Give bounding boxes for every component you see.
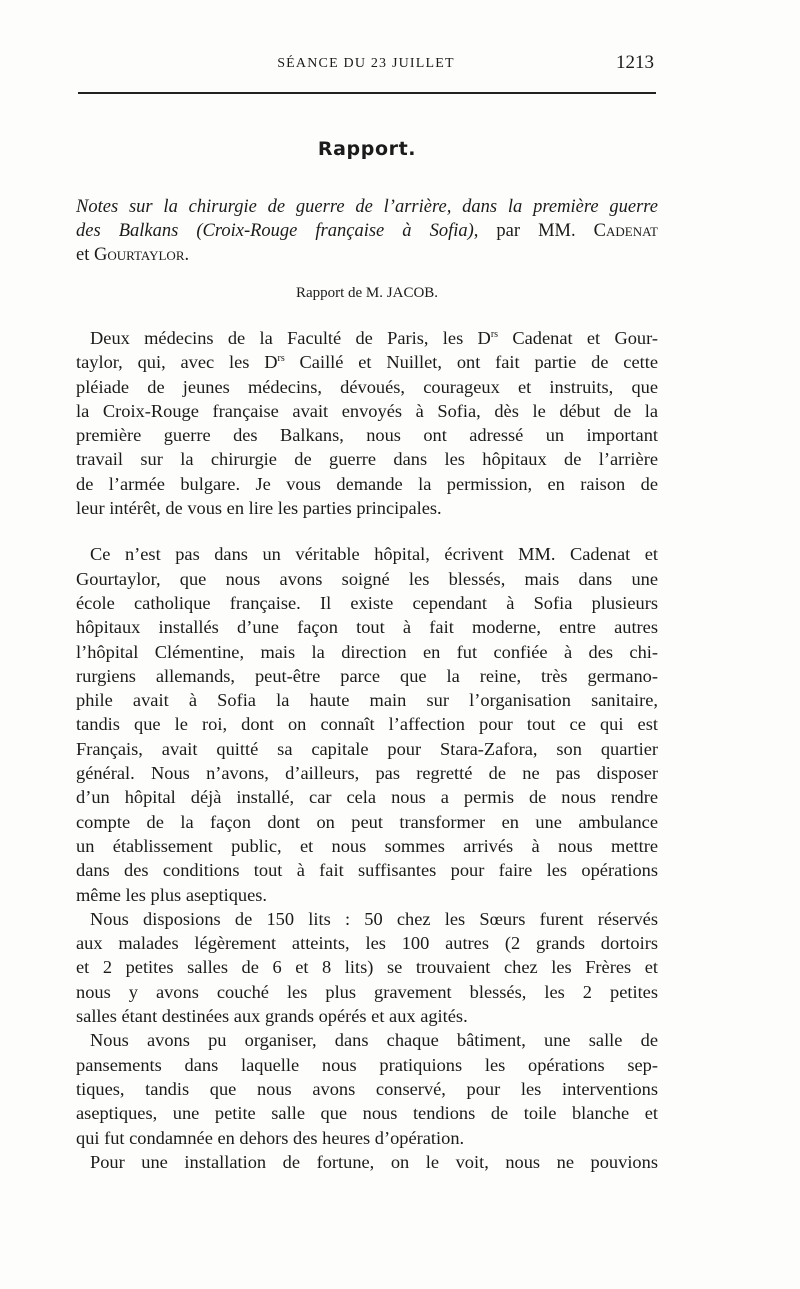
text-line: et 2 petites salles de 6 et 8 lits) se trouvaient chez les Frères et: [76, 957, 658, 978]
subtitle-line-2: [76, 219, 658, 243]
text-line: compte de la façon dont on peut transformer en une ambulance: [76, 811, 658, 832]
text-line: leur intérêt, de vous en lire les parties principales.: [76, 498, 442, 519]
text-line: la Croix-Rouge française avait envoyés à Sofia, dès le début de la: [76, 400, 658, 421]
text-line: première guerre des Balkans, nous ont adressé un important: [76, 425, 658, 446]
header-rule: [78, 92, 656, 94]
text-line: rurgiens allemands, peut-être parce que la reine, très germano-: [76, 665, 658, 686]
text-line: Ce n’est pas dans un véritable hôpital, écrivent MM. Cadenat et: [90, 544, 658, 565]
text-line: un établissement public, et nous sommes arrivés à nous mettre: [76, 835, 658, 856]
body-text: [76, 326, 658, 1174]
text-line: aseptiques, une petite salle que nous tendions de toile blanche et: [76, 1103, 658, 1124]
text-line: tandis que le roi, dont on connaît l’affection pour tout ce qui est: [76, 714, 658, 735]
running-header: [78, 52, 654, 76]
superscript: rs: [277, 353, 285, 365]
text-line: Nous avons pu organiser, dans chaque bâtiment, une salle de: [90, 1030, 658, 1051]
text-line: Gourtaylor, que nous avons soigné les blessés, mais dans une: [76, 568, 658, 589]
text-line: général. Nous n’avons, d’ailleurs, pas regretté de ne pas disposer: [76, 763, 658, 784]
text-span: taylor, qui, avec les D: [76, 352, 278, 373]
text-line: [76, 326, 658, 350]
text-line: Nous disposions de 150 lits : 50 chez les Sœurs furent réservés: [90, 908, 658, 929]
text-span: Caillé et Nuillet, ont fait partie de cette: [284, 352, 658, 373]
text-line: d’un hôpital déjà installé, car cela nous a permis de nous rendre: [76, 787, 658, 808]
text-line: école catholique française. Il existe cependant à Sofia plusieurs: [76, 592, 658, 613]
text-line: même les plus aseptiques.: [76, 884, 268, 905]
text-line: de l’armée bulgare. Je vous demande la permission, en raison de: [76, 473, 658, 494]
paragraph-gap: [76, 520, 658, 542]
text-line: [76, 350, 658, 374]
text-line: qui fut condamnée en dehors des heures d’opération.: [76, 1127, 465, 1148]
text-line: Pour une installation de fortune, on le voit, nous ne pouvions: [90, 1151, 658, 1172]
subtitle-line-3-pre: et: [76, 245, 94, 265]
text-line: travail sur la chirurgie de guerre dans les hôpitaux de l’arrière: [76, 449, 658, 470]
text-line: nous y avons couché les plus gravement blessés, les 2 petites: [76, 981, 658, 1002]
text-line: tiques, tandis que nous avons conservé, pour les interventions: [76, 1078, 658, 1099]
text-span: Cadenat et Gour-: [498, 328, 658, 348]
subtitle-line-1: [76, 195, 658, 219]
superscript: rs: [490, 329, 499, 340]
subtitle-line-3: [76, 243, 658, 267]
report-byline: Rapport de M. JACOB.: [295, 285, 439, 301]
page-number: 1213: [616, 52, 654, 73]
author-gourtaylor: Gourtaylor.: [93, 245, 190, 265]
subtitle-line-2-rest: , par MM.: [473, 221, 594, 241]
text-line: pléiade de jeunes médecins, dévoués, courageux et instruits, que: [76, 376, 658, 397]
text-line: dans des conditions tout à fait suffisantes pour faire les opérations: [76, 860, 658, 881]
text-line: Français, avait quitté sa capitale pour Stara-Zafora, son quartier: [76, 738, 658, 759]
text-line: hôpitaux installés d’une façon tout à fait moderne, entre autres: [76, 617, 658, 638]
subtitle-line-2-italic: des Balkans (Croix-Rouge française à Sofia): [76, 221, 474, 241]
running-title: SÉANCE DU 23 JUILLET: [277, 56, 455, 71]
text-line: l’hôpital Clémentine, mais la direction en fut confiée à des chi-: [76, 641, 658, 662]
section-title: Rapport.: [317, 138, 417, 160]
report-subtitle: [76, 195, 658, 267]
text-span: Deux médecins de la Faculté de Paris, les D: [90, 328, 491, 348]
author-cadenat: Cadenat: [593, 221, 658, 241]
text-line: salles étant destinées aux grands opérés et aux agités.: [76, 1006, 468, 1027]
text-line: pansements dans laquelle nous pratiquions les opérations sep-: [76, 1054, 658, 1075]
text-line: aux malades légèrement atteints, les 100 autres (2 grands dortoirs: [76, 933, 658, 954]
text-line: phile avait à Sofia la haute main sur l’organisation sanitaire,: [76, 690, 658, 711]
subtitle-line-1-text: Notes sur la chirurgie de guerre de l’arrière, dans la première guerre: [76, 197, 658, 217]
